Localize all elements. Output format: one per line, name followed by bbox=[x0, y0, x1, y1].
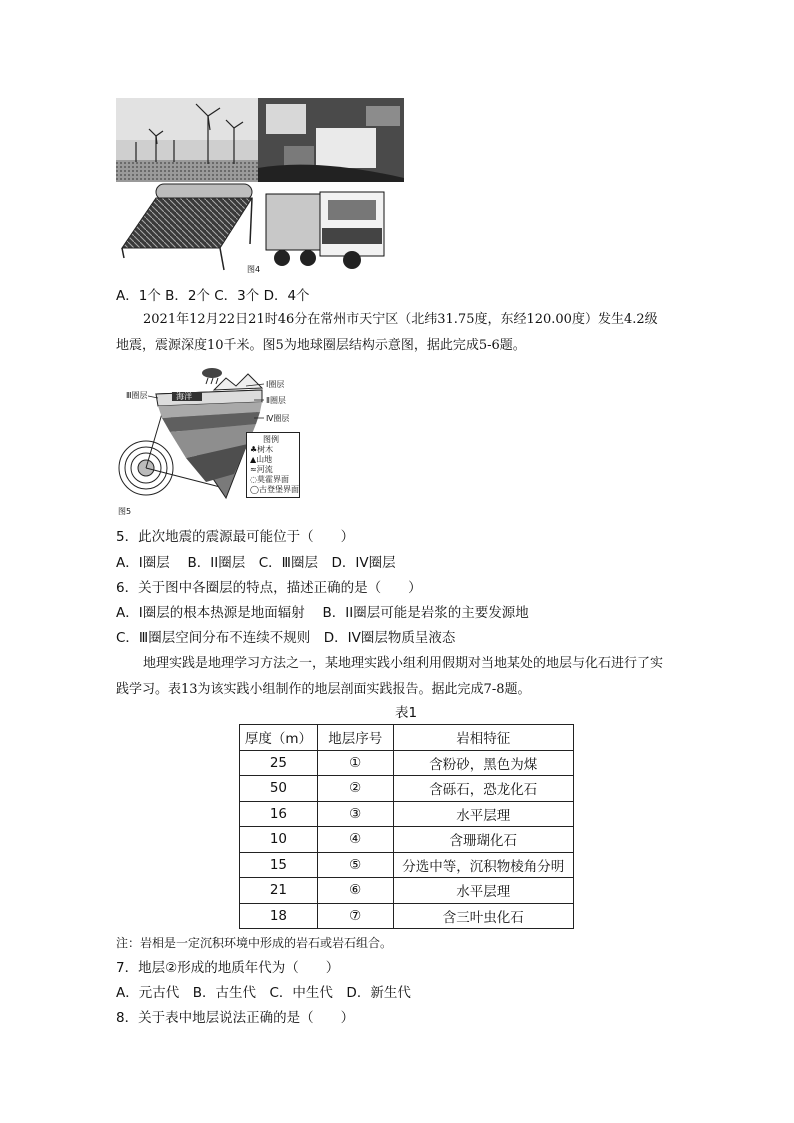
table-row bbox=[240, 801, 574, 827]
cell-lithofacies: 含砾石，恐龙化石 bbox=[393, 776, 573, 802]
table-row bbox=[240, 878, 574, 904]
table-header-row bbox=[240, 725, 574, 751]
cell-lithofacies: 水平层理 bbox=[393, 878, 573, 904]
table-row bbox=[240, 852, 574, 878]
question-6-options-cd: C．Ⅲ圈层空间分布不连续不规则 D．IV圈层物质呈液态 bbox=[116, 630, 456, 646]
coal-truck-photo bbox=[262, 182, 404, 278]
cell-stratum-number: ⑦ bbox=[317, 903, 393, 929]
quake-paragraph-line-2: 地震，震源深度10千米。图5为地球圈层结构示意图，据此完成5-6题。 bbox=[116, 338, 526, 353]
header-lithofacies: 岩相特征 bbox=[393, 725, 573, 751]
practice-paragraph-line-2: 践学习。表13为该实践小组制作的地层剖面实践报告。据此完成7-8题。 bbox=[116, 682, 531, 697]
gutenberg-boundary-icon: ◯ bbox=[250, 485, 259, 494]
river-icon: ≈ bbox=[250, 465, 257, 474]
question-5: 5．此次地震的震源最可能位于（ ） bbox=[116, 529, 355, 545]
tree-icon: ♣ bbox=[250, 445, 258, 454]
legend-item-label: 莫霍界面 bbox=[256, 475, 289, 484]
figure-5-legend bbox=[246, 432, 300, 498]
table-note: 注：岩相是一定沉积环境中形成的岩石或岩石组合。 bbox=[116, 936, 393, 950]
cell-lithofacies: 分选中等，沉积物棱角分明 bbox=[393, 852, 573, 878]
cell-stratum-number: ① bbox=[317, 750, 393, 776]
coal-scene-photo bbox=[258, 98, 404, 182]
cell-stratum-number: ④ bbox=[317, 827, 393, 853]
legend-item-label: 古登堡界面 bbox=[258, 485, 299, 494]
layer-label-3: Ⅲ圈层 bbox=[126, 391, 148, 400]
cell-stratum-number: ③ bbox=[317, 801, 393, 827]
practice-paragraph-line-1: 地理实践是地理学习方法之一，某地理实践小组利用假期对当地某处的地层与化石进行了实 bbox=[143, 656, 664, 671]
cell-lithofacies: 含三叶虫化石 bbox=[393, 903, 573, 929]
legend-item-label: 山地 bbox=[256, 455, 273, 464]
cell-thickness: 10 bbox=[240, 827, 318, 853]
question-7: 7．地层②形成的地质年代为（ ） bbox=[116, 960, 340, 976]
header-thickness: 厚度（m） bbox=[240, 725, 318, 751]
table-row bbox=[240, 750, 574, 776]
header-stratum-number: 地层序号 bbox=[317, 725, 393, 751]
question-7-options: A．元古代 B．古生代 C．中生代 D．新生代 bbox=[116, 985, 411, 1001]
figure-5 bbox=[114, 366, 300, 520]
question-6: 6．关于图中各圈层的特点，描述正确的是（ ） bbox=[116, 580, 422, 596]
cloud-icon bbox=[202, 368, 222, 384]
question-6-options-ab: A．I圈层的根本热源是地面辐射 B．II圈层可能是岩浆的主要发源地 bbox=[116, 605, 529, 621]
question-4-options: A．1个 B．2个 C．3个 D．4个 bbox=[116, 288, 310, 304]
cell-stratum-number: ② bbox=[317, 776, 393, 802]
cell-thickness: 50 bbox=[240, 776, 318, 802]
figure-4-collage bbox=[116, 98, 404, 278]
strata-table bbox=[239, 724, 574, 929]
wind-farm-photo bbox=[116, 98, 258, 182]
layer-label-2: Ⅱ圈层 bbox=[266, 396, 286, 405]
moho-boundary-icon: ◌ bbox=[250, 475, 257, 484]
cell-stratum-number: ⑥ bbox=[317, 878, 393, 904]
figure-4-caption: 图4 bbox=[244, 264, 263, 275]
cell-lithofacies: 含粉砂，黑色为煤 bbox=[393, 750, 573, 776]
question-5-options: A．I圈层 B．II圈层 C．Ⅲ圈层 D．IV圈层 bbox=[116, 555, 396, 571]
cell-thickness: 15 bbox=[240, 852, 318, 878]
question-8: 8．关于表中地层说法正确的是（ ） bbox=[116, 1010, 355, 1026]
table-1-title: 表1 bbox=[395, 705, 418, 721]
sea-label: 海洋 bbox=[176, 392, 192, 401]
legend-item-label: 河流 bbox=[256, 465, 273, 474]
cell-stratum-number: ⑤ bbox=[317, 852, 393, 878]
legend-title: 图例 bbox=[263, 435, 279, 444]
legend-item-gutenberg bbox=[250, 484, 299, 495]
quake-paragraph-line-1: 2021年12月22日21时46分在常州市天宁区（北纬31.75度，东经120.00度）发生4.2级 bbox=[143, 312, 658, 327]
cell-thickness: 18 bbox=[240, 903, 318, 929]
mountain-icon: ▲ bbox=[250, 455, 257, 464]
cell-thickness: 21 bbox=[240, 878, 318, 904]
cell-lithofacies: 含珊瑚化石 bbox=[393, 827, 573, 853]
cell-thickness: 25 bbox=[240, 750, 318, 776]
cell-thickness: 16 bbox=[240, 801, 318, 827]
layer-label-4: Ⅳ圈层 bbox=[266, 414, 290, 423]
solar-heater-photo bbox=[116, 182, 262, 278]
table-row bbox=[240, 776, 574, 802]
legend-item-label: 树木 bbox=[257, 445, 274, 454]
figure-5-caption: 图5 bbox=[118, 507, 132, 516]
table-row bbox=[240, 827, 574, 853]
cell-lithofacies: 水平层理 bbox=[393, 801, 573, 827]
table-row bbox=[240, 903, 574, 929]
figure-4 bbox=[116, 98, 404, 278]
layer-label-1: Ⅰ圈层 bbox=[266, 380, 285, 389]
